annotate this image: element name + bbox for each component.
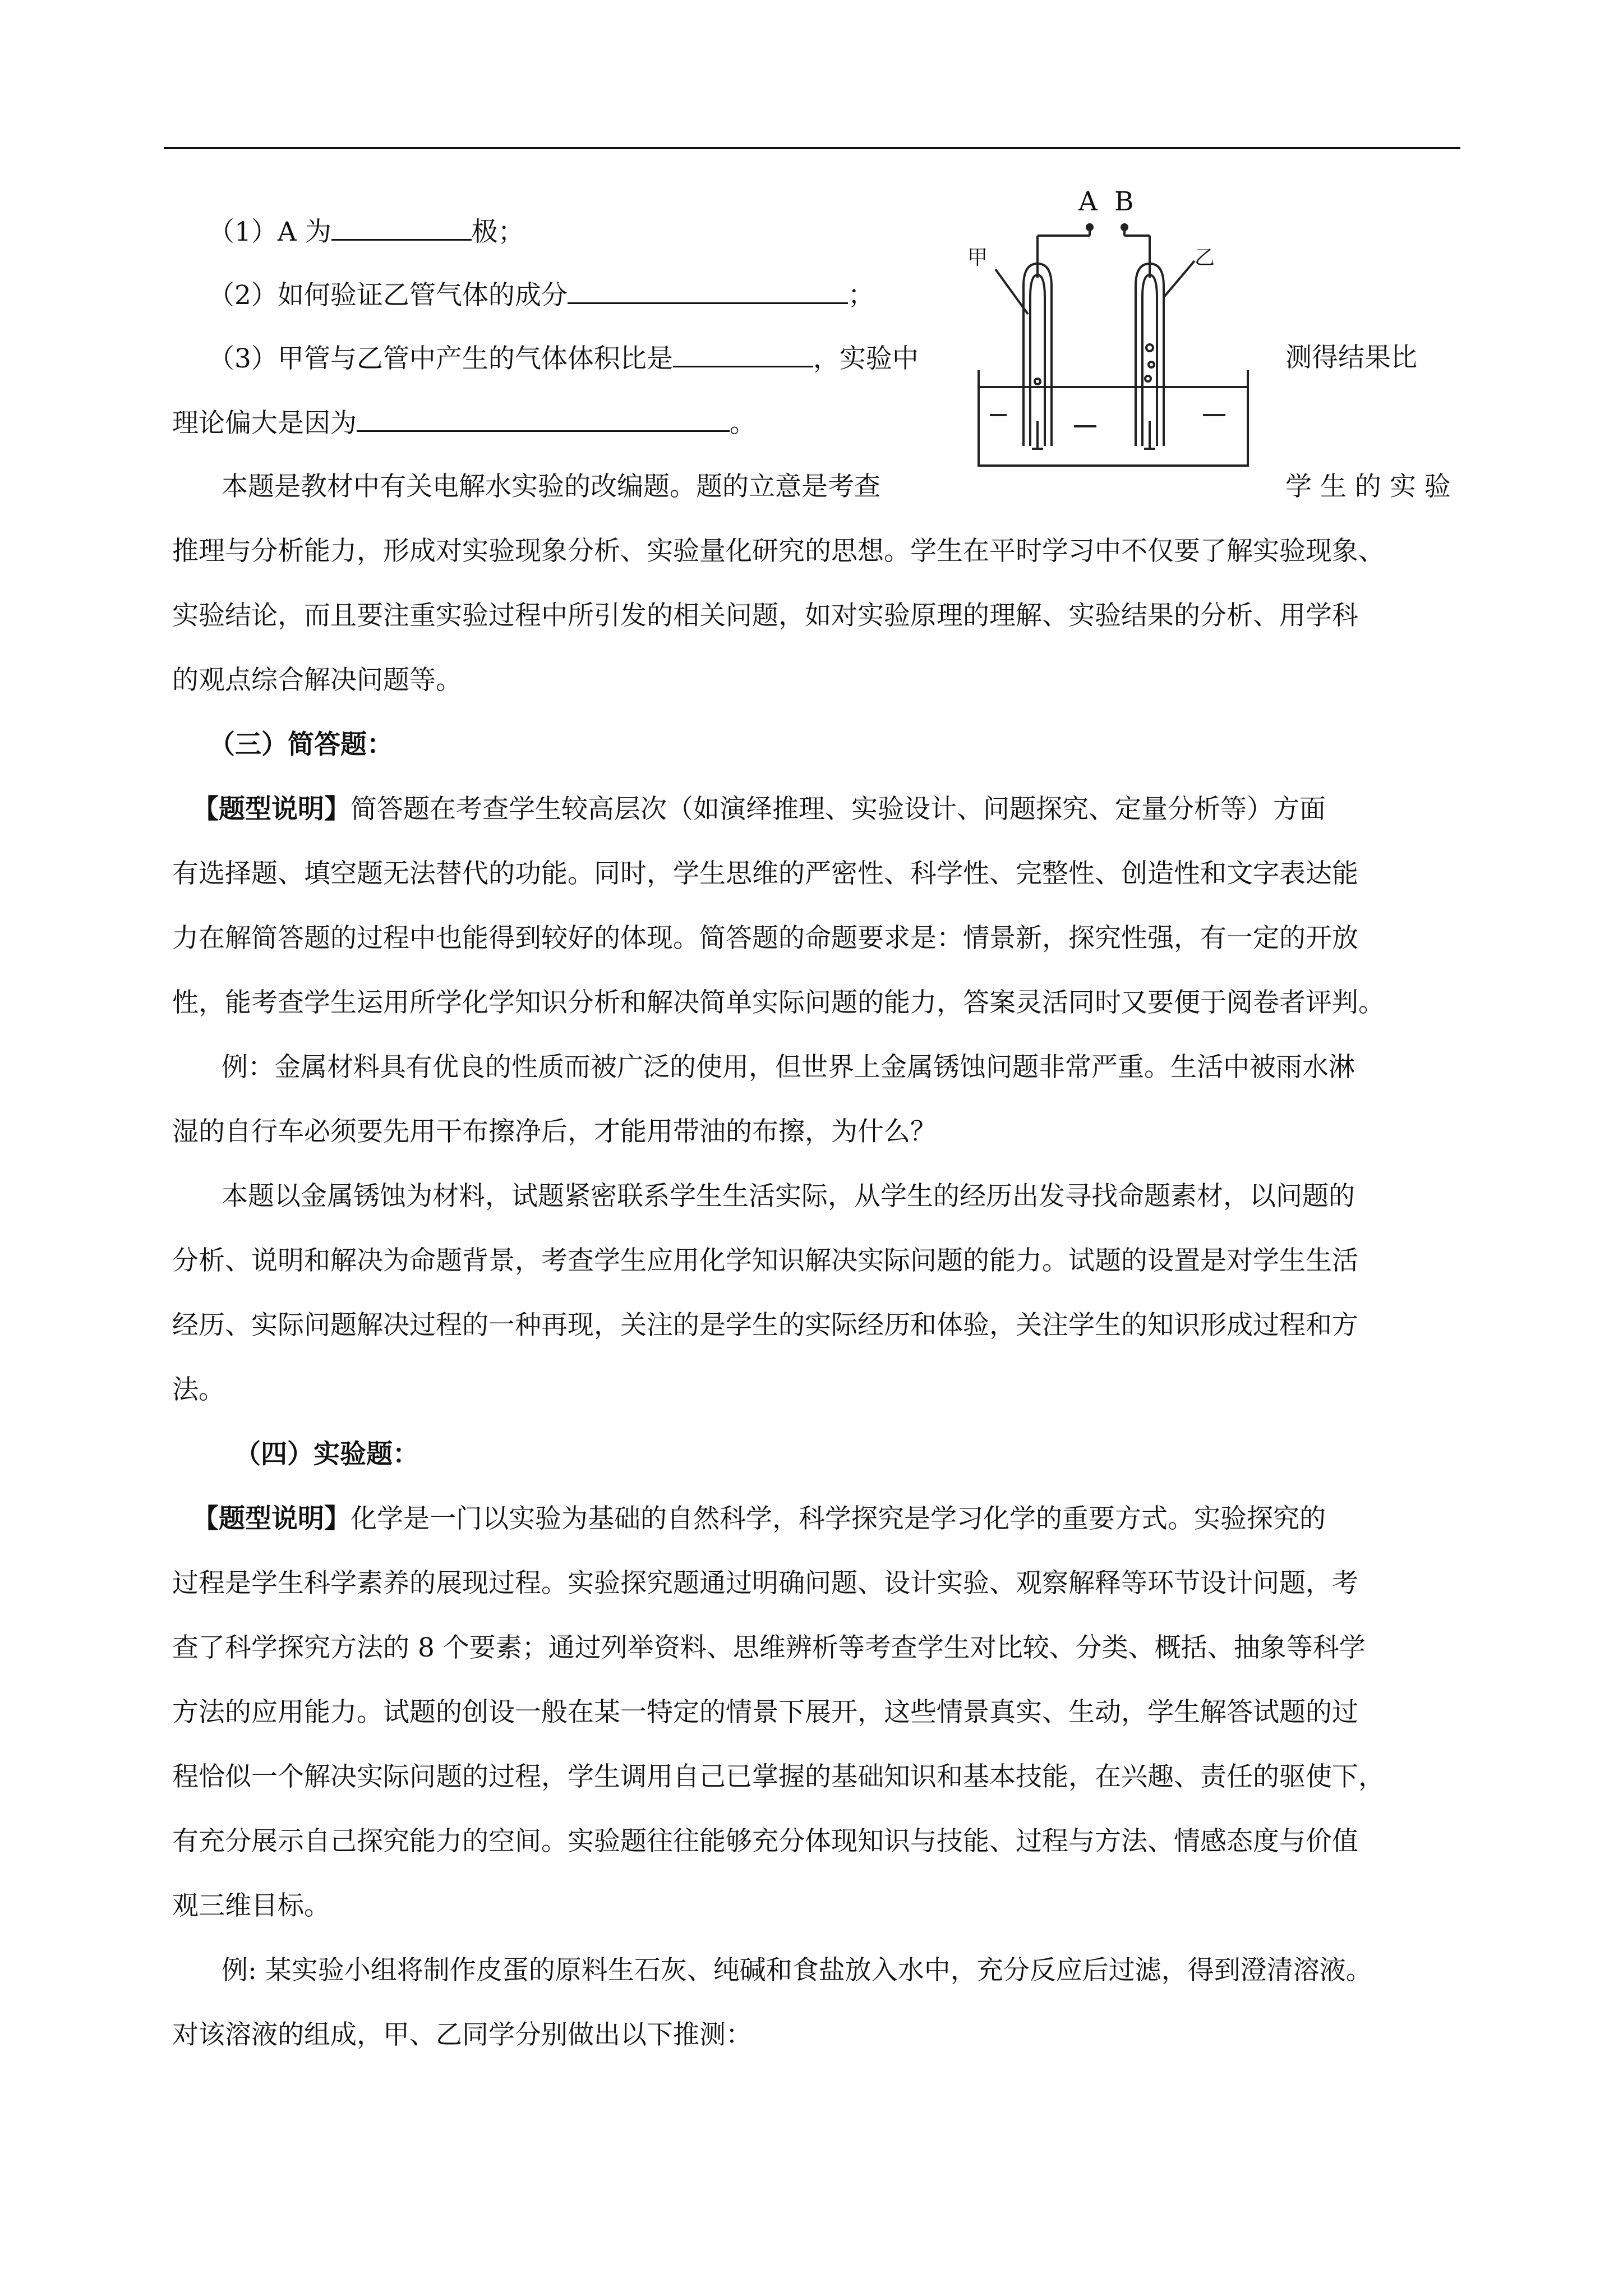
section-4-line-2: 过程是学生科学素养的展现过程。实验探究题通过明确问题、设计实验、观察解释等环节设计问题，考 [172,1568,1358,1599]
electrolysis-diagram [967,185,1259,477]
section-4-line-7: 观三维目标。 [172,1890,330,1921]
section-4-line-1: 【题型说明】化学是一门以实验为基础的自然科学，科学探究是学习化学的重要方式。实验探究的 [192,1503,1326,1534]
answer-blank-4[interactable] [357,406,730,432]
section-3-line-3: 力在解简答题的过程中也能得到较好的体现。简答题的命题要求是：情景新，探究性强，有一定的开放 [172,923,1358,954]
section-4-line-4: 方法的应用能力。试题的创设一般在某一特定的情景下展开，这些情景真实、生动，学生解答试题的过 [172,1697,1358,1728]
section-4-heading: （四）实验题： [234,1439,419,1470]
question-3-cont: 理论偏大是因为 。 [172,406,756,440]
section-3-line-1: 【题型说明】简答题在考查学生较高层次（如演绎推理、实验设计、问题探究、定量分析等）方面 [192,794,1326,825]
section-3-line-2: 有选择题、填空题无法替代的功能。同时，学生思维的严密性、科学性、完整性、创造性和文字表达能 [172,858,1358,889]
section-4-line-3: 查了科学探究方法的 8 个要素；通过列举资料、思维辨析等考查学生对比较、分类、概括、抽象等科学 [172,1632,1366,1663]
label-a: A [1078,186,1098,217]
section-3-example-2: 湿的自行车必须要先用干布擦净后，才能用带油的布擦，为什么？ [172,1116,937,1147]
analysis-1-line-1-right: 学 生 的 实 验 [1285,471,1451,502]
question-3-right: 测得结果比 [1285,342,1417,373]
analysis-1-line-3: 实验结论，而且要注重实验过程中所引发的相关问题，如对实验原理的理解、实验结果的分析、用学科 [172,600,1358,631]
question-2: （2）如何验证乙管气体的成分 ； [172,278,874,312]
section-3-heading: （三）简答题： [209,729,393,760]
answer-blank-2[interactable] [568,278,848,304]
label-b: B [1114,186,1134,217]
section-4-line-5: 程恰似一个解决实际问题的过程，学生调用自己已掌握的基础知识和基本技能，在兴趣、责任的驱使下， [172,1761,1385,1792]
answer-blank-1[interactable] [331,214,472,241]
section-4-example-1: 例: 某实验小组将制作皮蛋的原料生石灰、纯碱和食盐放入水中，充分反应后过滤，得到澄清溶液。 [222,1955,1372,1986]
label-jia: 甲 [967,246,988,269]
analysis-1-line-1: 本题是教材中有关电解水实验的改编题。题的立意是考查 [222,471,880,502]
answer-blank-3[interactable] [673,341,813,367]
header-rule [164,147,1460,149]
label-yi: 乙 [1195,246,1215,269]
analysis-1-line-4: 的观点综合解决问题等。 [172,665,462,696]
section-3-analysis-3: 经历、实际问题解决过程的一种再现，关注的是学生的实际经历和体验，关注学生的知识形成过程和方 [172,1310,1358,1341]
section-3-line-4: 性，能考查学生运用所学化学知识分析和解决简单实际问题的能力，答案灵活同时又要便于阅卷者评判。 [172,987,1385,1018]
question-3: （3）甲管与乙管中产生的气体体积比是 ，实验中 [172,341,919,376]
question-1: （1）A 为 极； [172,214,524,249]
section-4-example-2: 对该溶液的组成，甲、乙同学分别做出以下推测： [172,2019,752,2050]
section-4-line-6: 有充分展示自己探究能力的空间。实验题往往能够充分体现知识与技能、过程与方法、情感态度与价值 [172,1826,1358,1857]
section-3-analysis-4: 法。 [172,1374,225,1405]
section-3-analysis-1: 本题以金属锈蚀为材料，试题紧密联系学生生活实际，从学生的经历出发寻找命题素材，以问题的 [222,1181,1355,1212]
electrolysis-apparatus-figure [967,185,1259,477]
section-3-analysis-2: 分析、说明和解决为命题背景，考查学生应用化学知识解决实际问题的能力。试题的设置是对学生生活 [172,1245,1358,1276]
section-3-example-1: 例：金属材料具有优良的性质而被广泛的使用，但世界上金属锈蚀问题非常严重。生活中被雨水淋 [222,1052,1355,1083]
analysis-1-line-2: 推理与分析能力，形成对实验现象分析、实验量化研究的思想。学生在平时学习中不仅要了解实验现象、 [172,536,1385,567]
